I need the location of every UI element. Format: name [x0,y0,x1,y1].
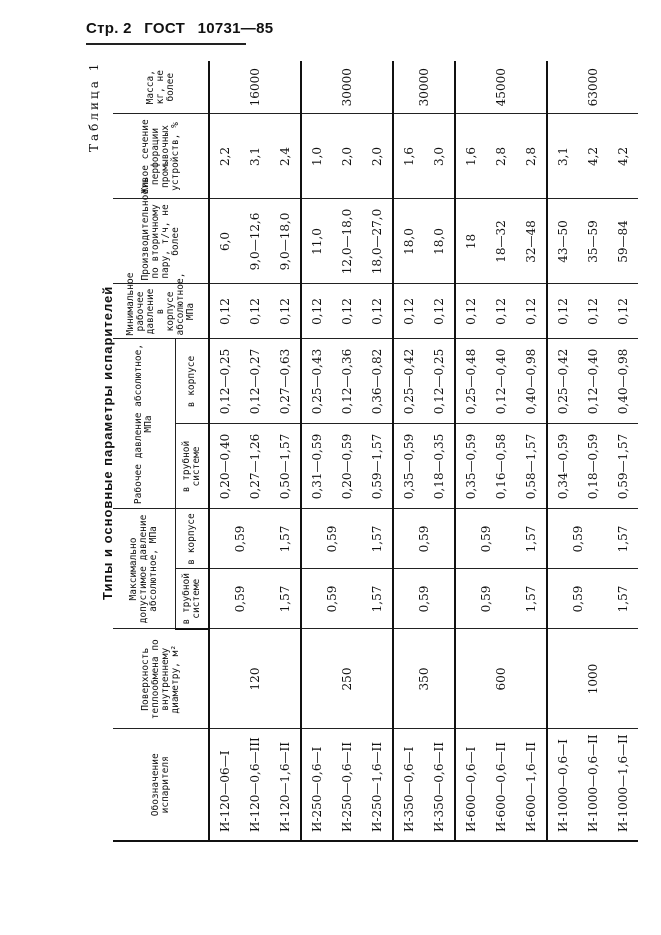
table-label: Таблица 1 [87,60,101,152]
min-pressure: 0,12 [301,284,332,339]
max-pressure-shell: 1,57 [270,509,301,569]
max-pressure-tube: 0,59 [301,569,362,629]
work-pressure-shell: 0,12—0,40 [486,339,516,424]
capacity: 9,0—12,6 [240,199,270,284]
work-pressure-tube: 0,16—0,58 [486,424,516,509]
max-pressure-tube: 1,57 [362,569,393,629]
table-row [455,61,486,841]
table-caption: Типы и основные параметры испарителей [100,285,115,600]
min-pressure: 0,12 [270,284,301,339]
work-pressure-tube: 0,35—0,59 [393,424,424,509]
capacity: 9,0—18,0 [270,199,301,284]
min-pressure: 0,12 [240,284,270,339]
max-pressure-shell: 1,57 [362,509,393,569]
min-pressure: 0,12 [547,284,578,339]
mass: 45000 [455,61,547,114]
min-pressure: 0,12 [332,284,362,339]
max-pressure-shell: 0,59 [455,509,516,569]
max-pressure-tube: 1,57 [608,569,638,629]
work-pressure-shell: 0,25—0,42 [393,339,424,424]
capacity: 18—32 [486,199,516,284]
work-pressure-tube: 0,18—0,59 [578,424,608,509]
capacity: 11,0 [301,199,332,284]
mass: 30000 [301,61,393,114]
work-pressure-shell: 0,40—0,98 [608,339,638,424]
work-pressure-shell: 0,36—0,82 [362,339,393,424]
perforation: 1,6 [393,114,424,199]
standard-number: 10731—85 [197,20,274,37]
work-pressure-tube: 0,20—0,59 [332,424,362,509]
max-pressure-shell: 0,59 [209,509,270,569]
work-pressure-tube: 0,59—1,57 [608,424,638,509]
perforation: 2,0 [362,114,393,199]
table-body [209,61,638,841]
max-pressure-tube: 1,57 [270,569,301,629]
perforation: 1,6 [455,114,486,199]
header-max-pressure: Максимально допустимое давление абсолютное, МПа [113,509,175,629]
surface-area: 600 [455,629,547,729]
work-pressure-shell: 0,12—0,40 [578,339,608,424]
min-pressure: 0,12 [424,284,455,339]
parameters-table-wrapper [113,62,645,842]
max-pressure-shell: 1,57 [608,509,638,569]
work-pressure-tube: 0,35—0,59 [455,424,486,509]
work-pressure-tube: 0,20—0,40 [209,424,240,509]
surface-area: 120 [209,629,301,729]
header-max-tube: в трубной системе [175,569,209,629]
perforation: 3,1 [240,114,270,199]
min-pressure: 0,12 [608,284,638,339]
evaporator-name: И-350—0,6—II [424,729,455,841]
max-pressure-shell: 0,59 [547,509,608,569]
capacity: 18,0 [393,199,424,284]
standard-label: ГОСТ [144,20,186,37]
evaporator-name: И-120—1,6—II [270,729,301,841]
header-max-shell: в корпусе [175,509,209,569]
surface-area: 350 [393,629,455,729]
max-pressure-tube: 0,59 [455,569,516,629]
work-pressure-shell: 0,12—0,36 [332,339,362,424]
work-pressure-tube: 0,59—1,57 [362,424,393,509]
capacity: 6,0 [209,199,240,284]
work-pressure-tube: 0,31—0,59 [301,424,332,509]
capacity: 12,0—18,0 [332,199,362,284]
min-pressure: 0,12 [362,284,393,339]
header-name: Обозначение испарителя [113,729,209,841]
work-pressure-tube: 0,58—1,57 [516,424,547,509]
work-pressure-tube: 0,18—0,35 [424,424,455,509]
header-mass: Масса, кг, не более [113,61,209,114]
evaporator-name: И-250—0,6—II [332,729,362,841]
max-pressure-tube: 0,59 [209,569,270,629]
min-pressure: 0,12 [578,284,608,339]
mass: 63000 [547,61,638,114]
max-pressure-tube: 0,59 [393,569,455,629]
surface-area: 1000 [547,629,638,729]
perforation: 2,0 [332,114,362,199]
header-min-pressure: Минимальное рабочее давление в корпусе абсолютное, МПа [113,284,209,339]
min-pressure: 0,12 [209,284,240,339]
capacity: 35—59 [578,199,608,284]
header-surface: Поверхность теплообмена по внутреннему диаметру, м² [113,629,209,729]
evaporator-name: И-120—06—I [209,729,240,841]
max-pressure-shell: 0,59 [301,509,362,569]
work-pressure-shell: 0,12—0,25 [424,339,455,424]
work-pressure-shell: 0,25—0,43 [301,339,332,424]
capacity: 43—50 [547,199,578,284]
perforation: 3,0 [424,114,455,199]
perforation: 3,1 [547,114,578,199]
min-pressure: 0,12 [455,284,486,339]
capacity: 59—84 [608,199,638,284]
table-row [301,61,332,841]
page-number: Стр. 2 [86,20,132,37]
header-capacity: Производительность по вторичному пару, т/ч, не более [113,199,209,284]
work-pressure-shell: 0,25—0,48 [455,339,486,424]
header-perforation: Живое сечение перфорации промывочных устройств, % [113,114,209,199]
max-pressure-shell: 1,57 [516,509,547,569]
evaporator-name: И-350—0,6—I [393,729,424,841]
table-row [547,61,578,841]
table-row [209,61,240,841]
min-pressure: 0,12 [516,284,547,339]
evaporator-name: И-1000—1,6—II [608,729,638,841]
max-pressure-tube: 0,59 [547,569,608,629]
header-work-tube: в трубной системе [175,424,209,509]
evaporator-parameters-table [113,61,638,842]
mass: 16000 [209,61,301,114]
perforation: 4,2 [608,114,638,199]
evaporator-name: И-1000—0,6—I [547,729,578,841]
capacity: 18,0 [424,199,455,284]
perforation: 2,8 [486,114,516,199]
evaporator-name: И-1000—0,6—II [578,729,608,841]
work-pressure-tube: 0,27—1,26 [240,424,270,509]
work-pressure-shell: 0,40—0,98 [516,339,547,424]
evaporator-name: И-250—1,6—II [362,729,393,841]
evaporator-name: И-600—0,6—I [455,729,486,841]
evaporator-name: И-600—0,6—II [486,729,516,841]
max-pressure-shell: 0,59 [393,509,455,569]
perforation: 2,8 [516,114,547,199]
evaporator-name: И-250—0,6—I [301,729,332,841]
page-header [86,20,281,37]
table-row [393,61,424,841]
min-pressure: 0,12 [393,284,424,339]
capacity: 18,0—27,0 [362,199,393,284]
min-pressure: 0,12 [486,284,516,339]
perforation: 1,0 [301,114,332,199]
capacity: 18 [455,199,486,284]
mass: 30000 [393,61,455,114]
perforation: 2,4 [270,114,301,199]
work-pressure-tube: 0,34—0,59 [547,424,578,509]
capacity: 32—48 [516,199,547,284]
work-pressure-shell: 0,12—0,27 [240,339,270,424]
evaporator-name: И-600—1,6—II [516,729,547,841]
work-pressure-shell: 0,12—0,25 [209,339,240,424]
perforation: 4,2 [578,114,608,199]
work-pressure-tube: 0,50—1,57 [270,424,301,509]
work-pressure-shell: 0,25—0,42 [547,339,578,424]
perforation: 2,2 [209,114,240,199]
work-pressure-shell: 0,27—0,63 [270,339,301,424]
max-pressure-tube: 1,57 [516,569,547,629]
header-work-shell: в корпусе [175,339,209,424]
surface-area: 250 [301,629,393,729]
evaporator-name: И-120—0,6—III [240,729,270,841]
header-work-pressure: Рабочее давление абсолютное, МПа [113,339,175,509]
header-rule [86,43,246,45]
